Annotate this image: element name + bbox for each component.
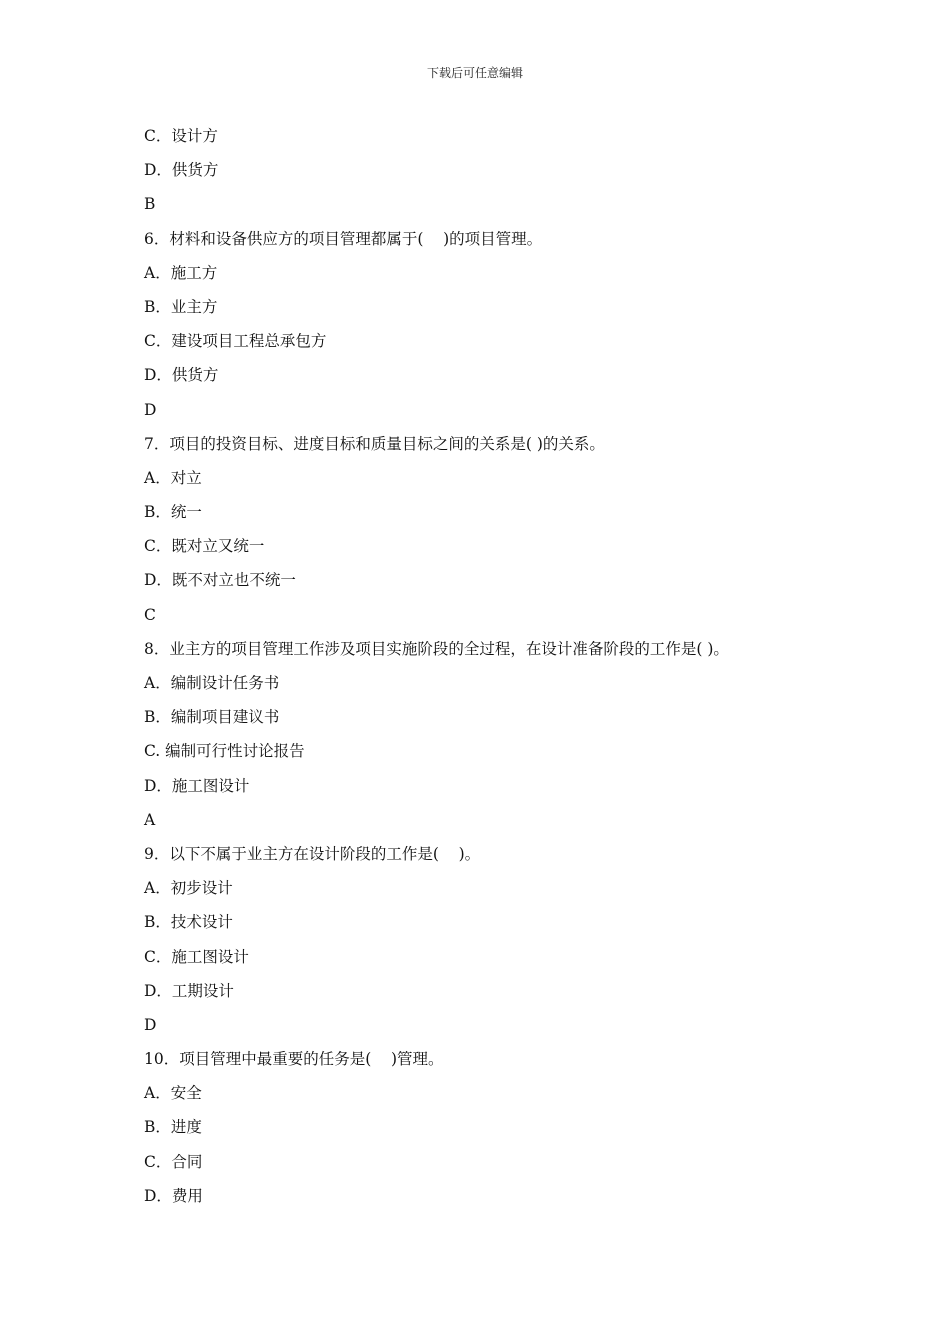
option-line: D．既不对立也不统一 — [144, 571, 296, 590]
option-line: D．供货方 — [144, 161, 219, 180]
page-header: 下载后可任意编辑 — [426, 66, 523, 80]
option-line: B．统一 — [144, 503, 202, 522]
answer-line: D — [144, 400, 157, 419]
question-line: 6．材料和设备供应方的项目管理都属于( )的项目管理。 — [144, 229, 543, 248]
answer-line: D — [144, 1015, 157, 1034]
answer-line: B — [144, 195, 156, 214]
answer-line: C — [144, 605, 156, 624]
option-line: B．技术设计 — [144, 913, 233, 932]
option-line: C. 编制可行性讨论报告 — [144, 742, 305, 761]
option-line: B．编制项目建议书 — [144, 708, 280, 727]
option-line: C．既对立又统一 — [144, 537, 265, 556]
question-line: 7．项目的投资目标、进度目标和质量目标之间的关系是( )的关系。 — [144, 434, 605, 453]
option-line: C．合同 — [144, 1152, 203, 1171]
question-line: 8．业主方的项目管理工作涉及项目实施阶段的全过程，在设计准备阶段的工作是( )。 — [144, 639, 729, 658]
option-line: C．设计方 — [144, 127, 218, 145]
option-line: A．对立 — [144, 468, 202, 487]
option-line: C．建设项目工程总承包方 — [144, 332, 327, 351]
option-line: D．费用 — [144, 1186, 203, 1205]
document-body — [144, 123, 844, 1217]
option-line: D．供货方 — [144, 366, 219, 385]
option-line: B．业主方 — [144, 297, 218, 316]
option-line: A．安全 — [144, 1084, 202, 1103]
option-line: A．初步设计 — [144, 879, 233, 898]
option-line: B．进度 — [144, 1118, 202, 1137]
question-line: 9．以下不属于业主方在设计阶段的工作是( )。 — [144, 844, 481, 863]
option-line: D．工期设计 — [144, 981, 234, 1000]
option-line: C．施工图设计 — [144, 947, 249, 966]
answer-line: A — [144, 810, 156, 829]
question-line: 10．项目管理中最重要的任务是( )管理。 — [144, 1050, 444, 1069]
option-line: A．施工方 — [144, 263, 218, 282]
option-line: A．编制设计任务书 — [144, 674, 280, 692]
option-line: D．施工图设计 — [144, 776, 250, 795]
